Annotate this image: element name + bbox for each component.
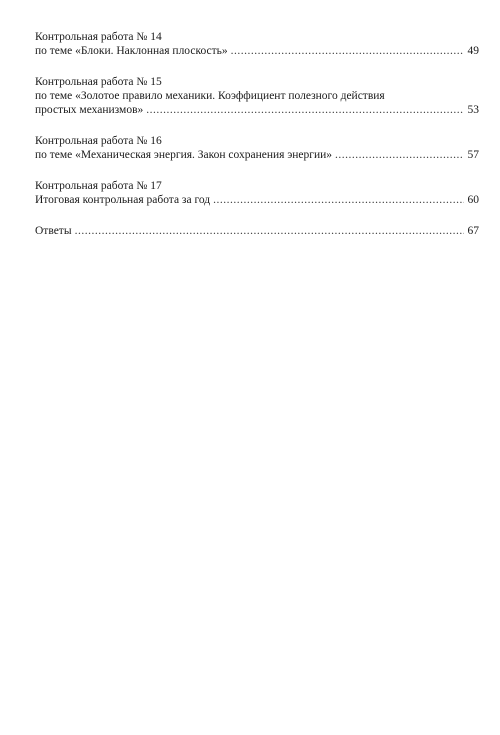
toc-page-number: 67	[467, 225, 479, 237]
toc-entry-title: Ответы	[35, 225, 72, 237]
toc-entry-title-line	[35, 44, 479, 58]
dot-leader	[335, 148, 463, 162]
toc-entry-answers[interactable]	[35, 224, 479, 238]
toc-page-number: 49	[467, 45, 479, 57]
toc-page-number: 53	[467, 104, 479, 116]
toc-entry-title-line	[35, 103, 479, 117]
toc-entry-heading: Контрольная работа № 14	[35, 31, 162, 43]
toc-entry-heading: Контрольная работа № 16	[35, 135, 162, 147]
toc-entry-test-15[interactable]	[35, 75, 479, 117]
toc-entry-title-line	[35, 224, 479, 238]
toc-entry-test-17[interactable]	[35, 179, 479, 207]
toc-page-number: 60	[467, 194, 479, 206]
dot-leader	[146, 103, 463, 117]
toc-entry-test-14[interactable]	[35, 30, 479, 58]
dot-leader	[75, 224, 464, 238]
toc-entry-title: Итоговая контрольная работа за год	[35, 194, 211, 206]
toc-entry-heading: Контрольная работа № 15	[35, 76, 162, 88]
table-of-contents	[35, 30, 479, 255]
toc-entry-title-line	[35, 148, 479, 162]
dot-leader	[231, 44, 464, 58]
toc-entry-heading: Контрольная работа № 17	[35, 180, 162, 192]
toc-entry-title: по теме «Блоки. Наклонная плоскость»	[35, 45, 228, 57]
toc-entry-title-continued: по теме «Золотое правило механики. Коэффициент полезного действия	[35, 90, 385, 102]
toc-entry-title-line	[35, 193, 479, 207]
toc-page-number: 57	[467, 149, 479, 161]
toc-entry-test-16[interactable]	[35, 134, 479, 162]
toc-entry-title: простых механизмов»	[35, 104, 144, 116]
dot-leader	[213, 193, 463, 207]
toc-entry-title: по теме «Механическая энергия. Закон сохранения энергии»	[35, 149, 333, 161]
